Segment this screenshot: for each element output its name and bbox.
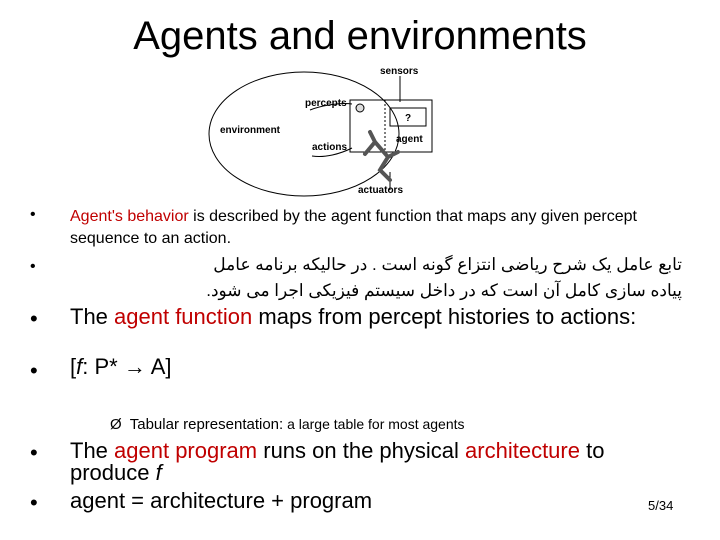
label-agent: agent — [396, 134, 423, 145]
label-percepts: percepts — [305, 98, 347, 109]
bullet-agent-behavior: Agent's behavior is described by the agent function that maps any given percept sequence to an action. — [70, 208, 637, 247]
agent-environment-diagram — [200, 62, 440, 202]
sub-bullet-tabular: Ø Tabular representation: a large table for most agents — [110, 416, 465, 433]
bullet-marker: • — [30, 440, 38, 465]
label-environment: environment — [220, 125, 281, 136]
bullet-agent-function: The agent function maps from percept histories to actions: — [70, 304, 637, 329]
label-question: ? — [405, 113, 412, 124]
bullet-marker: • — [30, 490, 38, 515]
highlight-architecture: architecture — [465, 438, 580, 463]
label-sensors: sensors — [380, 66, 419, 77]
page-number: 5/34 — [648, 498, 674, 513]
bullet-marker: • — [30, 306, 38, 331]
arrow-bullet-icon: Ø — [110, 416, 122, 433]
slide-title: Agents and environments — [133, 14, 587, 58]
highlight-agent-behavior: Agent's behavior — [70, 208, 189, 225]
bullet-formula: [f: P* → A] — [70, 354, 172, 379]
bullet-agent-program: The agent program runs on the physical architecture to produce f — [70, 438, 605, 485]
highlight-agent-function: agent function — [114, 304, 253, 329]
bullet-persian: تابع عامل یک شرح ریاضی انتزاع گونه است . در حالیکه برنامه عامل پیاده سازی کامل آن است که در داخل سیستم فیزیکی اجرا می شود. — [206, 255, 682, 300]
bullet-agent-equation: agent = architecture + program — [70, 488, 373, 513]
label-actions: actions — [312, 142, 348, 153]
robot-figure — [365, 132, 398, 180]
bullet-marker: • — [30, 258, 36, 275]
highlight-agent-program: agent program — [114, 438, 258, 463]
bullet-marker: • — [30, 206, 36, 223]
sensor-eye-icon — [356, 104, 364, 112]
right-arrow-icon: → — [123, 354, 146, 379]
bullet-marker: • — [30, 358, 38, 383]
label-actuators: actuators — [358, 185, 404, 196]
